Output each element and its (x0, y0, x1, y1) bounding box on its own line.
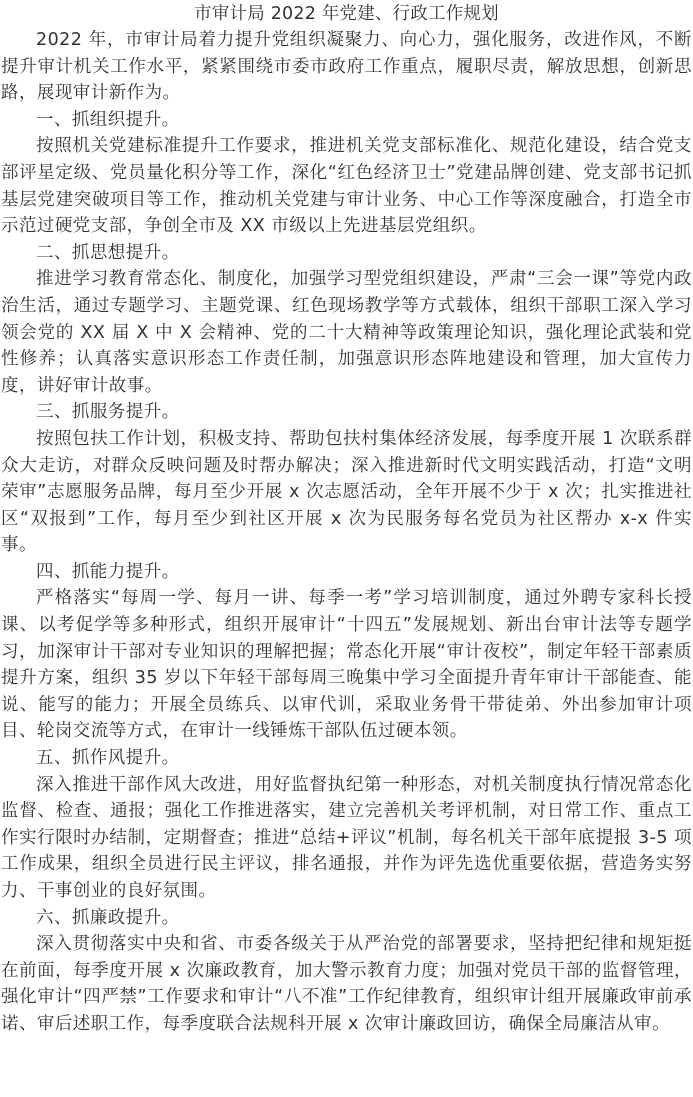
section-heading-integrity: 六、抓廉政提升。 (36, 907, 180, 928)
section-heading-ideology: 二、抓思想提升。 (36, 242, 180, 263)
section-body-ideology: 推进学习教育常态化、制度化，加强学习型党组织建设，严肃“三会一课”等党内政治生活，通过专题学习、主题党课、红色现场教学等方式载体，组织干部职工深入学习领会党的 XX 届 X 中 X 会精神、党的二十大精神等政策理论知识，强化理论武装和党性修养；认真落实意识形态工作责任制，加强意识形态阵地建设和管理，加大宣传力度，讲好审计故事。 (1, 269, 692, 396)
document-title: 市审计局 2022 年党建、行政工作规划 (194, 4, 499, 24)
section-heading-work-style: 五、抓作风提升。 (36, 748, 180, 769)
section-body-work-style: 深入推进干部作风大改进，用好监督执纪第一种形态，对机关制度执行情况常态化监督、检查、通报；强化工作推进落实，建立完善机关考评机制，对日常工作、重点工作实行限时办结制，定期督查；推进“总结+评议”机制，每名机关干部年底提报 3-5 项工作成果，组织全员进行民主评议，排名通报，并作为评先选优重要依据，营造务实努力、干事创业的良好氛围。 (1, 774, 692, 901)
section-body-organization: 按照机关党建标准提升工作要求，推进机关党支部标准化、规范化建设，结合党支部评星定级、党员量化积分等工作，深化“红色经济卫士”党建品牌创建、党支部书记抓基层党建突破项目等工作，推动机关党建与审计业务、中心工作等深度融合，打造全市示范过硬党支部，争创全市及 XX 市级以上先进基层党组织。 (1, 136, 692, 237)
section-body-capability: 严格落实“每周一学、每月一讲、每季一考”学习培训制度，通过外聘专家科长授课、以考促学等多种形式，组织开展审计“十四五”发展规划、新出台审计法等专题学习，加深审计干部对专业知识的理解把握；常态化开展“审计夜校”，制定年轻干部素质提升方案，组织 35 岁以下年轻干部每周三晚集中学习全面提升青年审计干部能查、能说、能写的能力；开展全员练兵、以审代训，采取业务骨干带徒弟、外出参加审计项目、轮岗交流等方式，在审计一线锤炼干部队伍过硬本领。 (1, 588, 692, 742)
section-heading-service: 三、抓服务提升。 (36, 402, 180, 423)
section-body-integrity: 深入贯彻落实中央和省、市委各级关于从严治党的部署要求，坚持把纪律和规矩挺在前面，每季度开展 x 次廉政教育，加大警示教育力度；加强对党员干部的监督管理，强化审计“四严禁”工作要求和审计“八不准”工作纪律教育，组织审计组开展廉政审前承诺、审后述职工作，每季度联合法规科开展 x 次审计廉政回访，确保全局廉洁从审。 (1, 934, 692, 1034)
section-heading-organization: 一、抓组织提升。 (36, 109, 180, 130)
section-body-service: 按照包扶工作计划，积极支持、帮助包扶村集体经济发展，每季度开展 1 次联系群众大走访，对群众反映问题及时帮办解决；深入推进新时代文明实践活动，打造“文明荣审”志愿服务品牌，每月至少开展 x 次志愿活动，全年开展不少于 x 次；扎实推进社区“双报到”工作，每月至少到社区开展 x 次为民服务每名党员为社区帮办 x-x 件实事。 (1, 428, 692, 556)
intro-paragraph: 2022 年，市审计局着力提升党组织凝聚力、向心力，强化服务，改进作风，不断提升审计机关工作水平，紧紧围绕市委市政府工作重点，履职尽责，解放思想，创新思路，展现审计新作为。 (1, 30, 692, 104)
section-heading-capability: 四、抓能力提升。 (36, 561, 180, 582)
